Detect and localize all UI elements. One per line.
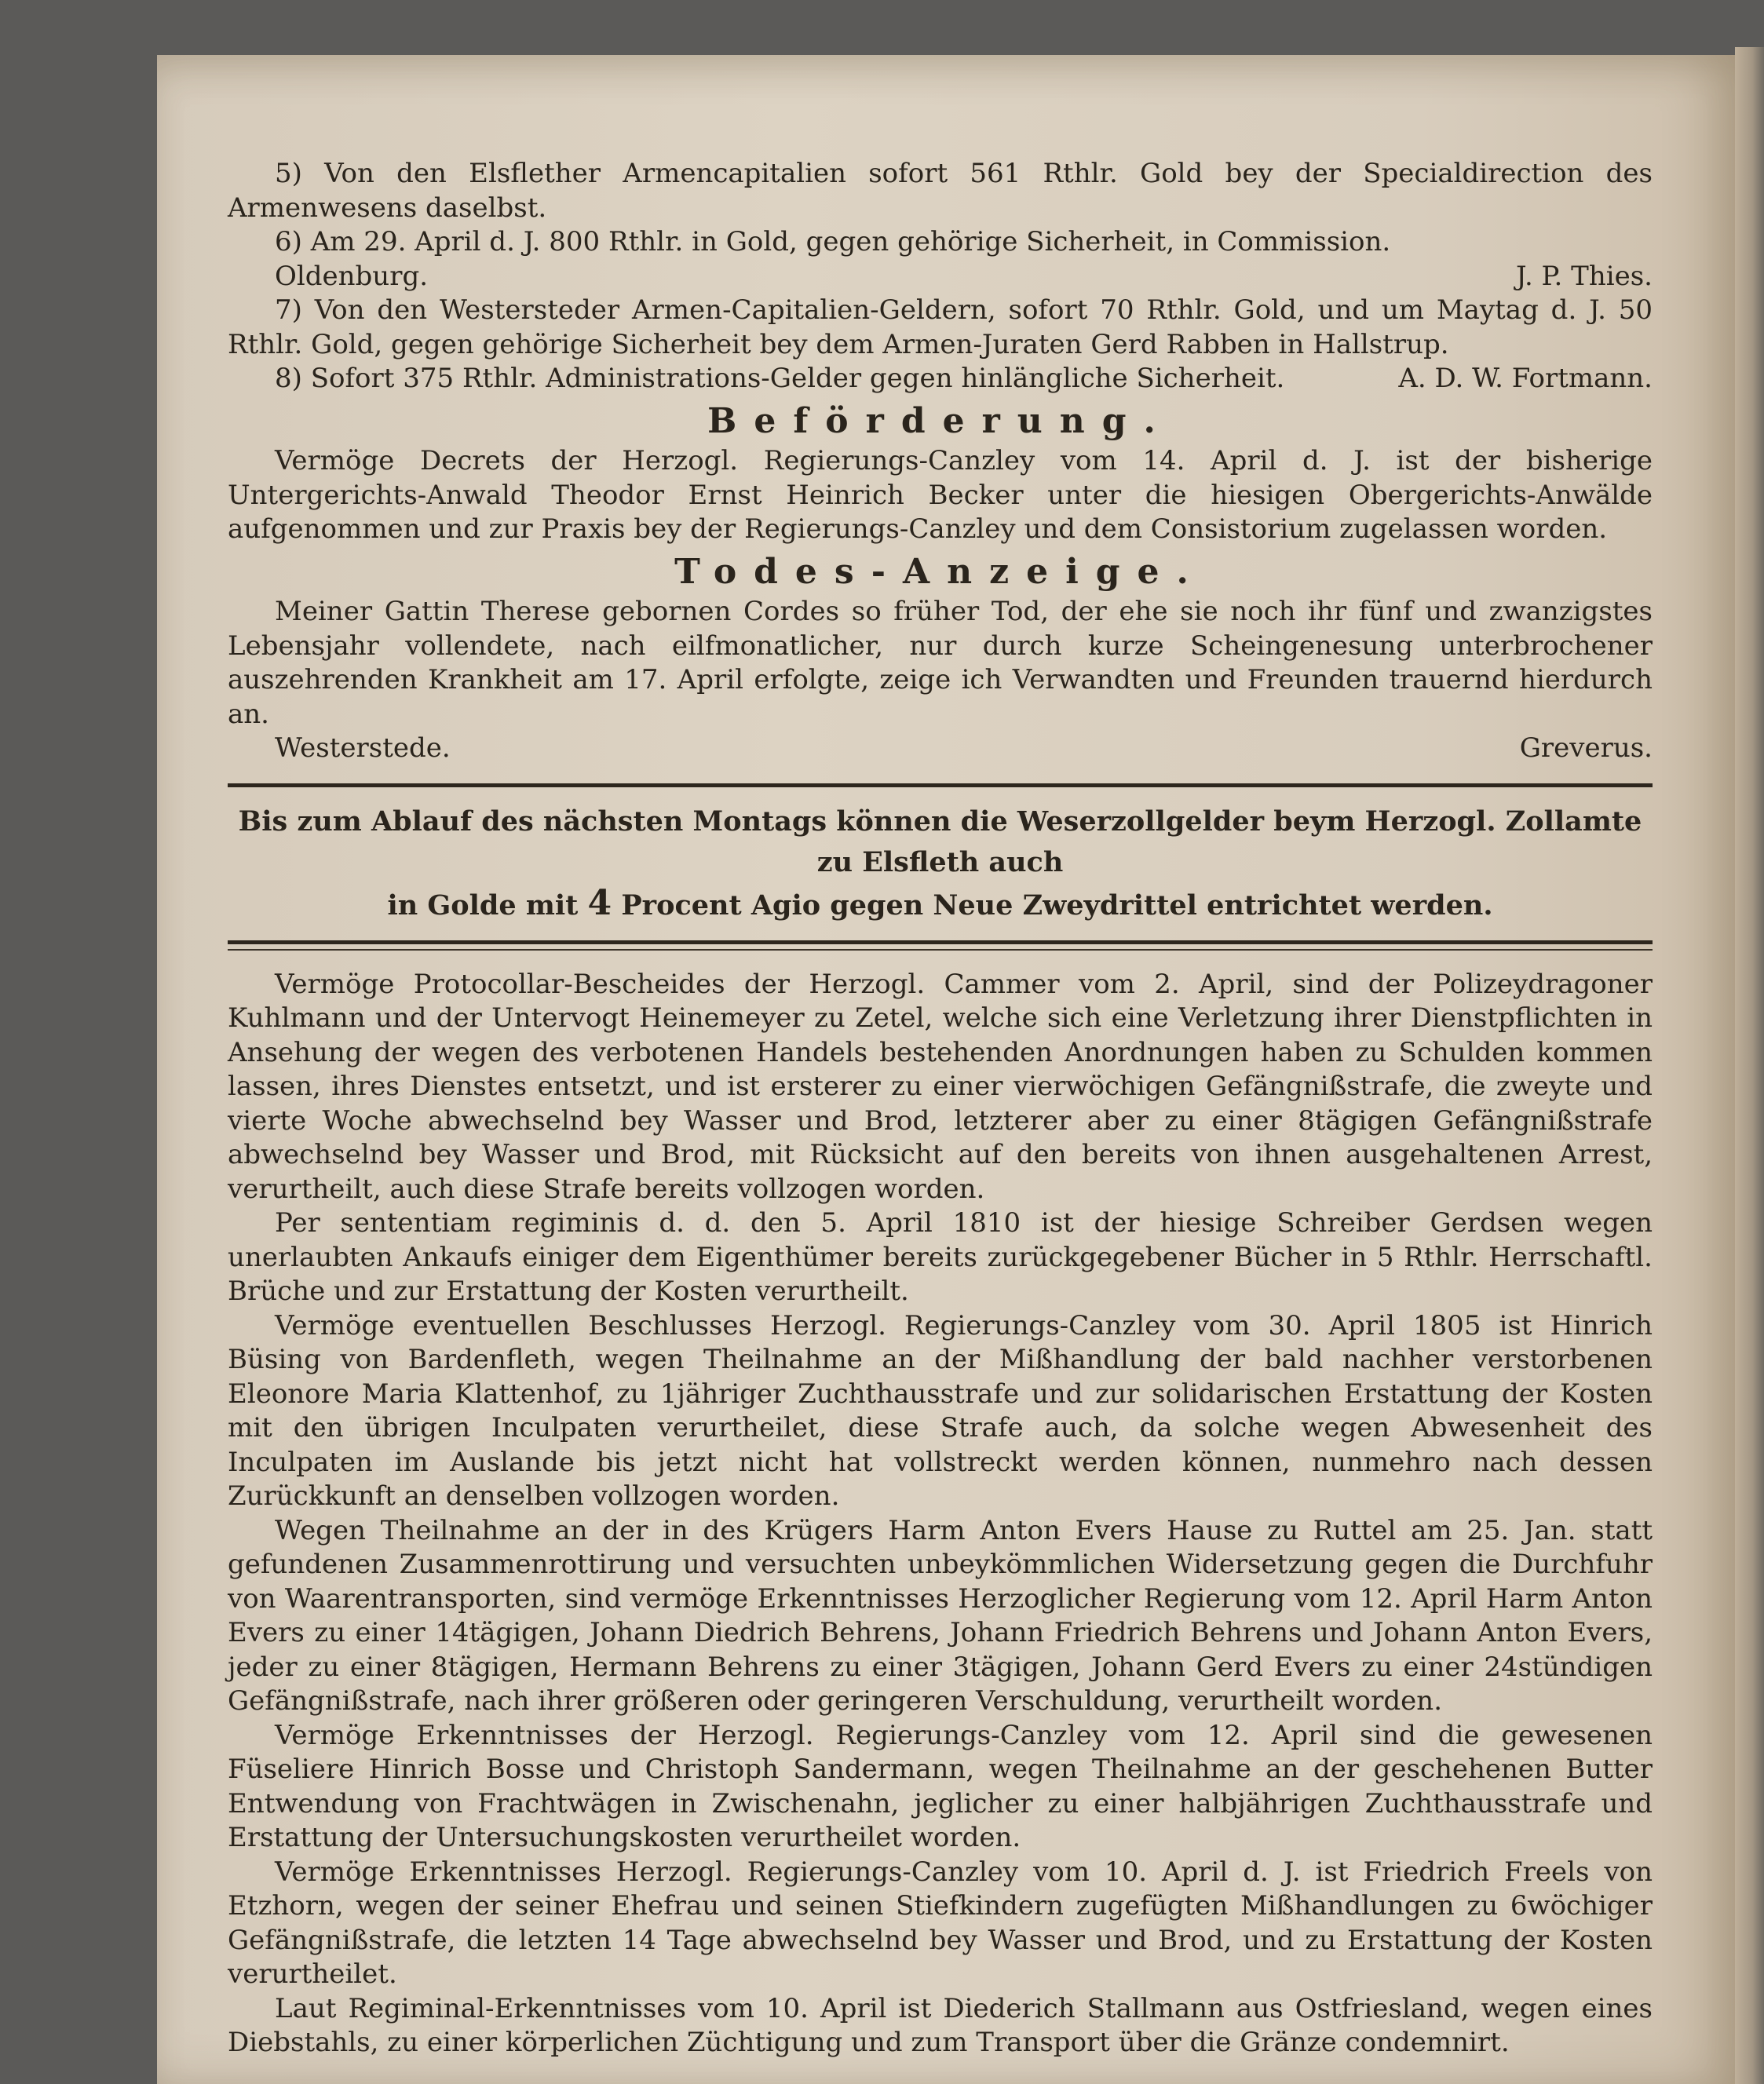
court-sentences — [228, 968, 1653, 2060]
sentence-paragraph: Vermöge eventuellen Beschlusses Herzogl. Regierungs-Canzley vom 30. April 1805 ist Hinrich Büsing von Bardenfleth, wegen Theilnahme an der Mißhandlung der bald nachher verstorbenen Eleonore Maria Klattenhof, zu 1jähriger Zuchthausstrafe und zur solidarischen Erstattung der Kosten mit den übrigen Inculpaten verurtheilet, diese Strafe auch, da solche wegen Abwesenheit des Inculpaten im Auslande bis jetzt nicht hat vollstreckt werden können, nunmehro nach dessen Zurückkunft an denselben vollzogen worden. — [228, 1309, 1653, 1512]
item-8: 8) Sofort 375 Rthlr. Administrations-Gelder gegen hinlängliche Sicherheit. — [275, 363, 1285, 394]
befoerderung-text: Vermöge Decrets der Herzogl. Regierungs-Canzley vom 14. April d. J. ist der bisherige Untergerichts-Anwald Theodor Ernst Heinrich Becker unter die hiesigen Obergerichts-Anwälde aufgenommen und zur Praxis bey der Regierungs-Canzley und dem Consistorium zugelassen worden. — [228, 445, 1653, 545]
page-edge — [1735, 47, 1764, 2084]
divider-top — [228, 783, 1653, 787]
notice-line-2a: in Golde mit — [387, 889, 579, 922]
sentence-paragraph: Wegen Theilnahme an der in des Krügers Harm Anton Evers Hause zu Ruttel am 25. Jan. statt gefundenen Zusammenrottirung und versuchten unbeykömmlichen Widersetzung gegen die Durchfuhr von Waarentransporten, sind vermöge Erkenntnisses Herzoglicher Regierung vom 12. April Harm Anton Evers zu einer 14tägigen, Johann Diedrich Behrens, Johann Friedrich Behrens und Johann Anton Evers, jeder zu einer 8tägigen, Hermann Behrens zu einer 3tägigen, Johann Gerd Evers zu einer 24stündigen Gefängnißstrafe, nach ihrer größeren oder geringeren Verschuldung, verurtheilt worden. — [228, 1514, 1653, 1717]
sign-place: Oldenburg. — [275, 260, 429, 292]
notice-line-1: Bis zum Ablauf des nächsten Montags können die Weserzollgelder beym Herzogl. Zollamte zu Elsfleth auch — [238, 805, 1642, 878]
divider-bottom — [228, 940, 1653, 944]
todes-place: Westerstede. — [275, 732, 451, 764]
notice-line-2b: Procent Agio gegen Neue Zweydrittel entrichtet werden. — [621, 889, 1493, 922]
sentence-paragraph: Laut Regiminal-Erkenntnisses vom 10. April ist Diederich Stallmann aus Ostfriesland, wegen eines Diebstahls, zu einer körperlichen Züchtigung und zum Transport über die Gränze condemnirt. — [228, 1992, 1653, 2058]
divider-bottom-thin — [228, 949, 1653, 951]
signature-line-greverus — [228, 732, 1653, 766]
item-6: 6) Am 29. April d. J. 800 Rthlr. in Gold, gegen gehörige Sicherheit, in Commission. — [275, 226, 1391, 257]
sentence-paragraph: Vermöge Protocollar-Bescheides der Herzogl. Cammer vom 2. April, sind der Polizeydragoner Kuhlmann und der Untervogt Heinemeyer zu Zetel, welche sich eine Verletzung ihrer Dienstpflichten in Ansehung der wegen des verbotenen Handels bestehenden Anordnungen haben zu Schulden kommen lassen, ihres Dienstes entsetzt, und ist ersterer zu einer vierwöchigen Gefängnißstrafe, die zweyte und vierte Woche abwechselnd bey Wasser und Brod, letzterer aber zu einer 8tägigen Gefängnißstrafe abwechselnd bey Wasser und Brod, mit Rücksicht auf den bereits von ihnen ausgehaltenen Arrest, verurtheilt, auch diese Strafe bereits vollzogen worden. — [228, 968, 1653, 1205]
notice-line-2 — [228, 883, 1653, 926]
todes-text: Meiner Gattin Therese gebornen Cordes so früher Tod, der ehe sie noch ihr fünf und zwanzigstes Lebensjahr vollendete, nach eilfmonatlicher, nur durch kurze Scheingenesung unterbrochener auszehrenden Krankheit am 17. April erfolgte, zeige ich Verwandten und Freunden trauernd hierdurch an. — [228, 596, 1653, 730]
signature-line-thies — [228, 260, 1653, 294]
sign-name: J. P. Thies. — [1515, 260, 1653, 292]
item-8-line — [228, 362, 1653, 396]
heading-todes-anzeige: Todes-Anzeige. — [674, 551, 1206, 592]
heading-befoerderung: Beförderung. — [707, 400, 1173, 441]
sentence-paragraph: Vermöge Erkenntnisses der Herzogl. Regierungs-Canzley vom 12. April sind die gewesenen Füseliere Hinrich Bosse und Christoph Sandermann, wegen Theilnahme an der geschehenen Butter Entwendung von Frachtwägen in Zwischenahn, jeglicher zu einer halbjährigen Zuchthausstrafe und Erstattung der Untersuchungskosten verurtheilet worden. — [228, 1719, 1653, 1853]
item-8-sign: A. D. W. Fortmann. — [1398, 363, 1653, 394]
weserzoll-notice — [228, 801, 1653, 926]
item-5: 5) Von den Elsflether Armencapitalien sofort 561 Rthlr. Gold bey der Specialdirection des Armenwesens daselbst. — [228, 158, 1653, 224]
sentence-paragraph: Vermöge Erkenntnisses Herzogl. Regierungs-Canzley vom 10. April d. J. ist Friedrich Freels von Etzhorn, wegen der seiner Ehefrau und seinen Stiefkindern zugefügten Mißhandlungen zu 6wöchiger Gefängnißstrafe, die letzten 14 Tage abwechselnd bey Wasser und Brod, und zu Erstattung der Kosten verurtheilet. — [228, 1856, 1653, 1990]
sentence-paragraph: Per sententiam regiminis d. d. den 5. April 1810 ist der hiesige Schreiber Gerdsen wegen unerlaubten Ankaufs einiger dem Eigenthümer bereits zurückgegebener Bücher in 5 Rthlr. Herrschaftl. Brüche und zur Erstattung der Kosten verurtheilt. — [228, 1207, 1653, 1307]
notice-percent: 4 — [587, 882, 612, 923]
page-content — [228, 157, 1653, 2060]
item-7: 7) Von den Westersteder Armen-Capitalien-Geldern, sofort 70 Rthlr. Gold, und um Maytag d. J. 50 Rthlr. Gold, gegen gehörige Sicherheit bey dem Armen-Juraten Gerd Rabben in Hallstrup. — [228, 294, 1653, 360]
todes-name: Greverus. — [1519, 732, 1653, 764]
